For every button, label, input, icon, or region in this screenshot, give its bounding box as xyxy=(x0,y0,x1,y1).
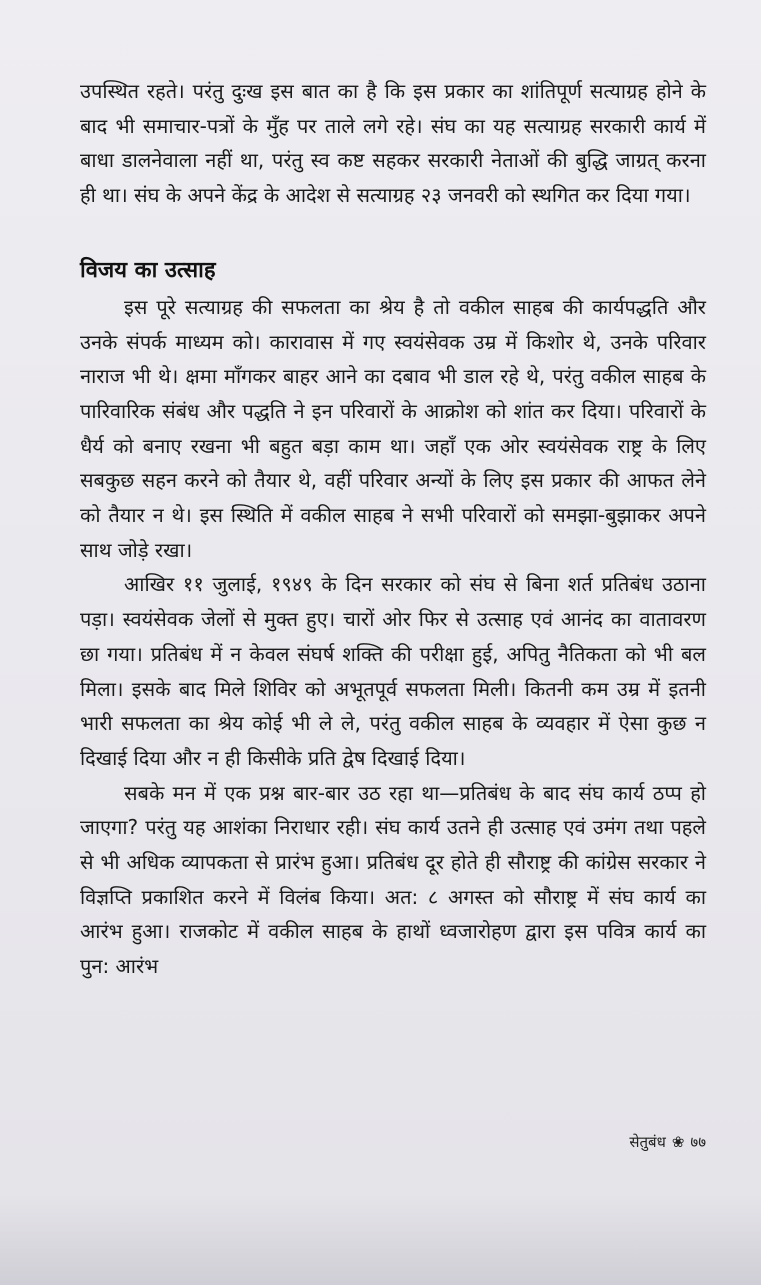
flower-ornament-icon: ❀ xyxy=(671,1132,685,1151)
page-number: ७७ xyxy=(690,1133,706,1151)
paragraph: सबके मन में एक प्रश्न बार-बार उठ रहा था—प्रतिबंध के बाद संघ कार्य ठप्प हो जाएगा? परंतु यह आशंका निराधार रही। संघ कार्य उतने ही उत्साह एवं उमंग तथा पहले से भी अधिक व्यापकता से प्रारंभ हुआ। प्रतिबंध दूर होते ही सौराष्ट्र की कांग्रेस सरकार ने विज्ञप्ति प्रकाशित करने में विलंब किया। अत: ८ अगस्त को सौराष्ट्र में संघ कार्य का आरंभ हुआ। राजकोट में वकील साहब के हाथों ध्वजारोहण द्वारा इस पवित्र कार्य का पुन: आरंभ xyxy=(80,780,706,979)
page-shadow xyxy=(0,1195,761,1285)
paragraph-continued: उपस्थित रहते। परंतु दुःख इस बात का है कि इस प्रकार का शांतिपूर्ण सत्याग्रह होने के बाद भी समाचार-पत्रों के मुँह पर ताले लगे रहे। संघ का यह सत्याग्रह सरकारी कार्य में बाधा डालनेवाला नहीं था, परंतु स्व कष्ट सहकर सरकारी नेताओं की बुद्धि जाग्रत् करना ही था। संघ के अपने केंद्र के आदेश से सत्याग्रह २३ जनवरी को स्थगित कर दिया गया। xyxy=(80,79,706,208)
paragraph: इस पूरे सत्याग्रह की सफलता का श्रेय है तो वकील साहब की कार्यपद्धति और उनके संपर्क माध्यम को। कारावास में गए स्वयंसेवक उम्र में किशोर थे, उनके परिवार नाराज भी थे। क्षमा माँगकर बाहर आने का दबाव भी डाल रहे थे, परंतु वकील साहब के पारिवारिक संबंध और पद्धति ने इन परिवारों के आक्रोश को शांत कर दिया। परिवारों के धैर्य को बनाए रखना भी बहुत बड़ा काम था। जहाँ एक ओर स्वयंसेवक राष्ट्र के लिए सबकुछ सहन करने को तैयार थे, वहीं परिवार अन्यों के लिए इस प्रकार की आफत लेने को तैयार न थे। इस स्थिति में वकील साहब ने सभी परिवारों को समझा-बुझाकर अपने साथ जोड़े रखा। xyxy=(80,294,706,562)
book-title: सेतुबंध xyxy=(629,1133,666,1151)
paragraph: आखिर ११ जुलाई, १९४९ के दिन सरकार को संघ से बिना शर्त प्रतिबंध उठाना पड़ा। स्वयंसेवक जेलों से मुक्त हुए। चारों ओर फिर से उत्साह एवं आनंद का वातावरण छा गया। प्रतिबंध में न केवल संघर्ष शक्ति की परीक्षा हुई, अपितु नैतिकता को भी बल मिला। इसके बाद मिले शिविर को अभूतपूर्व सफलता मिली। कितनी कम उम्र में इतनी भारी सफलता का श्रेय कोई भी ले ले, परंतु वकील साहब के व्यवहार में ऐसा कुछ न दिखाई दिया और न ही किसीके प्रति द्वेष दिखाई दिया। xyxy=(80,572,706,770)
page-footer xyxy=(629,1132,706,1152)
section-heading: विजय का उत्साह xyxy=(80,257,216,283)
page-text xyxy=(80,74,706,984)
